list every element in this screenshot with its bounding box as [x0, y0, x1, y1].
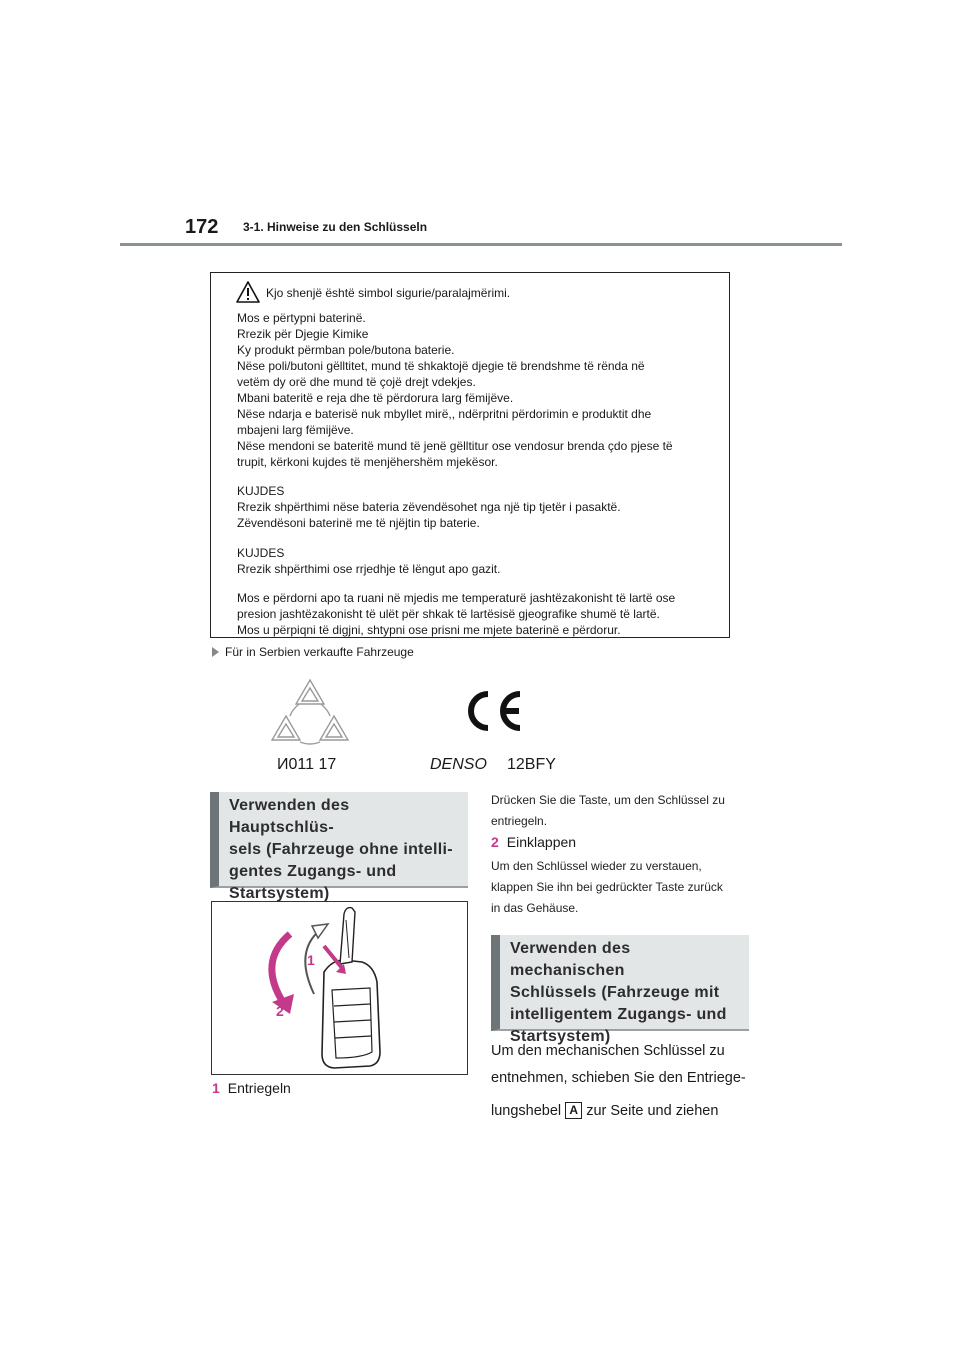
- text-line: zur Seite und ziehen: [586, 1103, 719, 1119]
- text-line: klappen Sie ihn bei gedrückter Taste zurück: [491, 880, 723, 894]
- figure-label-unlock: 1: [307, 952, 315, 968]
- serbia-bullet: [212, 645, 414, 659]
- step-1: [212, 1080, 291, 1098]
- step-1-description: [491, 790, 725, 832]
- step-2-label: Einklappen: [506, 834, 577, 850]
- heading-mechanical-key: [491, 935, 749, 1045]
- heading-line: Startsystem): [510, 1028, 611, 1045]
- step-2-number: 2: [491, 834, 499, 850]
- text-line: in das Gehäuse.: [491, 901, 579, 915]
- warning-triangle-icon: [236, 281, 260, 303]
- section-title: 3-1. Hinweise zu den Schlüsseln: [243, 220, 428, 234]
- text-line: Um den Schlüssel wieder zu verstauen,: [491, 859, 702, 873]
- warning-line: Rrezik shpërthimi nëse bateria zëvendësohet nga një tip tjetër i pasaktë.: [237, 500, 621, 514]
- bullet-arrow-icon: [212, 647, 219, 657]
- warning-line: trupit, kërkoni kujdes të menjëhershëm mjekësor.: [237, 455, 498, 469]
- brand-name: DENSO: [430, 756, 487, 773]
- warning-line: mbajeni larg fëmijëve.: [237, 423, 354, 437]
- warning-line: Mos e përdorni apo ta ruani në mjedis me temperaturë jashtëzakonisht të lartë ose: [237, 591, 676, 605]
- warning-line: Nëse mendoni se bateritë mund të jenë gëlltitur ose vendosur brenda çdo pjese të: [237, 439, 673, 453]
- warning-heading: [236, 281, 511, 308]
- heading-line: Startsystem): [229, 885, 330, 902]
- step-2-description: [491, 856, 723, 919]
- warning-title: Kjo shenjë është simbol sigurie/paralajmërimi.: [266, 286, 511, 300]
- warning-line: Mos e përtypni baterinë.: [237, 311, 366, 325]
- step-1-number: 1: [212, 1080, 220, 1096]
- page-number: 172: [185, 216, 219, 238]
- text-line: Drücken Sie die Taste, um den Schlüssel zu: [491, 793, 725, 807]
- text-line: lungshebel: [491, 1103, 562, 1119]
- warning-line: vetëm dy orë dhe mund të çojë drejt vdekjes.: [237, 375, 476, 389]
- heading-line: Verwenden des mechanischen: [510, 940, 631, 979]
- warning-line: Mos u përpiqni të digjni, shtypni ose prisni me mjete baterinë e përdorur.: [237, 623, 621, 637]
- step-2: [491, 834, 576, 852]
- key-fold-illustration: [212, 902, 467, 1074]
- warning-line: Ky produkt përmban pole/butona baterie.: [237, 343, 455, 357]
- heading-line: sels (Fahrzeuge ohne intelli-: [229, 841, 453, 858]
- ce-mark-icon: [460, 689, 524, 733]
- heading-line: Verwenden des Hauptschlüs-: [229, 797, 350, 836]
- warning-caution-label: KUJDES: [237, 546, 285, 560]
- step-1-label: Entriegeln: [227, 1080, 291, 1096]
- serbian-conformity-triangle-mark: [268, 678, 352, 748]
- mechanical-key-text: [491, 1038, 746, 1125]
- model-code: 12BFY: [507, 756, 556, 773]
- heading-line: gentes Zugangs- und: [229, 863, 397, 880]
- text-line: entnehmen, schieben Sie den Entriege-: [491, 1070, 746, 1086]
- warning-line: Zëvendësoni baterinë me të njëjtin tip baterie.: [237, 516, 480, 530]
- text-line: entriegeln.: [491, 814, 548, 828]
- callout-a-label: A: [565, 1102, 582, 1119]
- warning-line: Rrezik për Djegie Kimike: [237, 327, 369, 341]
- warning-line: Mbani bateritë e reja dhe të përdorura larg fëmijëve.: [237, 391, 514, 405]
- heading-line: Schlüssels (Fahrzeuge mit: [510, 984, 720, 1001]
- header-divider: [120, 243, 842, 246]
- warning-line: Rrezik shpërthimi ose rrjedhje të lëngut apo gazit.: [237, 562, 501, 576]
- warning-line: presion jashtëzakonisht të ulët për shkak të lartësisë gjeografike shumë të lartë.: [237, 607, 660, 621]
- heading-main-key: [210, 792, 468, 902]
- warning-caution-label: KUJDES: [237, 484, 285, 498]
- figure-label-fold: 2: [276, 1003, 284, 1019]
- warning-line: Nëse poli/butoni gëlltitet, mund të shkaktojë djegie të brendshme të rënda në: [237, 359, 645, 373]
- serbian-mark-code: И011 17: [277, 756, 337, 773]
- serbia-bullet-text: Für in Serbien verkaufte Fahrzeuge: [225, 645, 414, 659]
- heading-line: intelligentem Zugangs- und: [510, 1006, 727, 1023]
- text-line: Um den mechanischen Schlüssel zu: [491, 1043, 725, 1059]
- warning-line: Nëse ndarja e baterisë nuk mbyllet mirë,, ndërpritni përdorimin e produktit dhe: [237, 407, 652, 421]
